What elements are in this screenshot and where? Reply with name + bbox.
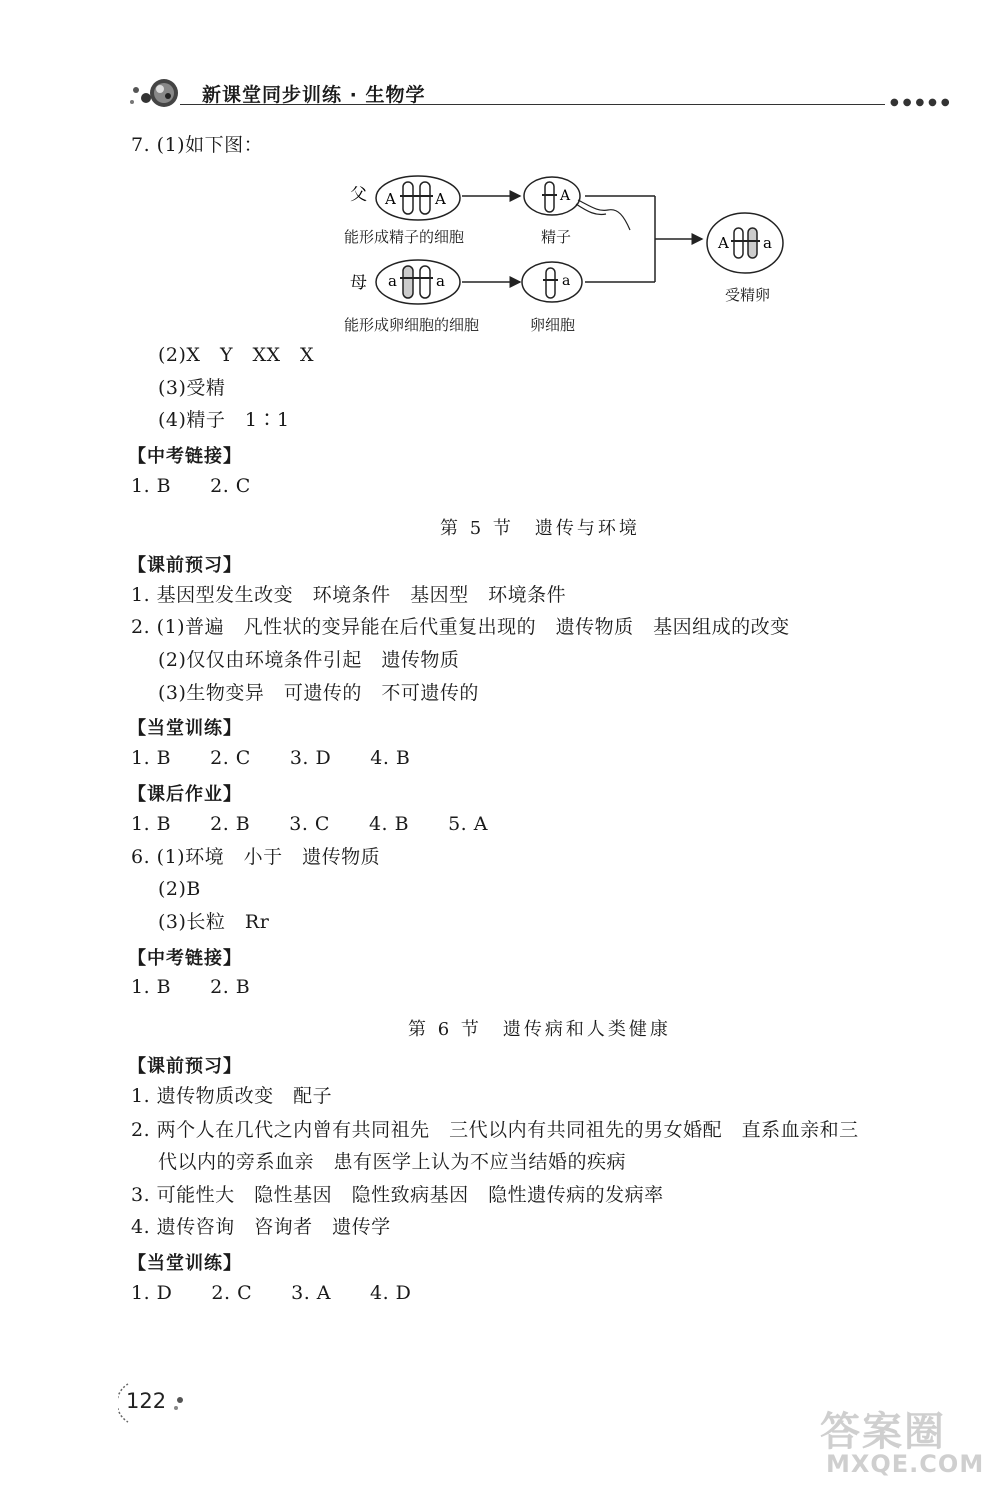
zygote-allele-left: A [718,234,729,252]
mother-chromosome-1 [403,266,413,298]
page-number: 122 [126,1389,167,1413]
s5-hw6-1: 6. (1)环境 小于 遗传物质 [131,846,381,868]
s6-preview-4: 4. 遗传咨询 咨询者 遗传学 [131,1216,391,1238]
q7-part4: (4)精子 1∶1 [158,409,290,431]
father-chromosome-1 [403,182,413,214]
s5-preview-2-2: (2)仅仅由环境条件引起 遗传物质 [158,649,460,671]
q7-part3: (3)受精 [158,377,226,399]
egg-chromosome [546,268,555,298]
s5-hw6-3: (3)长粒 Rr [158,911,270,933]
watermark-url: MXQE.COM [826,1450,985,1478]
sperm-allele: A [560,188,571,204]
s6-preview-1: 1. 遗传物质改变 配子 [131,1085,333,1107]
header-title: 新课堂同步训练 · 生物学 [202,84,426,106]
s5-hw6-2: (2)B [158,878,201,900]
q7-part2: (2)X Y XX X [158,344,315,366]
s5-link-heading: 【中考链接】 [128,948,242,969]
header-logo-icon [128,76,184,110]
label-egg-mother-cell: 能形成卵细胞的细胞 [344,316,480,334]
mother-allele-left: a [388,272,397,290]
s5-preview-2-1: 2. (1)普遍 凡性状的变异能在后代重复出现的 遗传物质 基因组成的改变 [131,616,790,638]
s5-preview-heading: 【课前预习】 [128,555,242,576]
label-sperm: 精子 [541,228,572,246]
zygote-allele-right: a [763,234,772,252]
s6-preview-2a: 2. 两个人在几代之内曾有共同祖先 三代以内有共同祖先的男女婚配 直系血亲和三 [131,1119,859,1141]
s5-homework-heading: 【课后作业】 [128,784,242,805]
s6-class-heading: 【当堂训练】 [128,1253,242,1274]
sperm-tail [578,200,630,230]
q7-intro: 7. (1)如下图： [131,134,264,156]
s6-preview-heading: 【课前预习】 [128,1056,242,1077]
s6-preview-3: 3. 可能性大 隐性基因 隐性致病基因 隐性遗传病的发病率 [131,1184,664,1206]
father-label: 父 [350,185,367,205]
s5-link-answers: 1. B 2. B [131,976,251,998]
mother-allele-right: a [436,272,445,290]
sperm-chromosome [545,182,554,212]
s6-preview-2b: 代以内的旁系血亲 患有医学上认为不应当结婚的疾病 [158,1151,627,1173]
egg-allele: a [562,273,571,289]
s5-class-answers: 1. B 2. C 3. D 4. B [131,747,411,769]
father-allele-left: A [385,190,396,208]
label-sperm-mother-cell: 能形成精子的细胞 [344,228,465,246]
link1-answers: 1. B 2. C [131,475,251,497]
s5-homework-answers: 1. B 2. B 3. C 4. B 5. A [131,813,488,835]
watermark-logo: 答案圈 [820,1409,946,1455]
header-rule [180,104,885,105]
section6-title: 第 6 节 遗传病和人类健康 [408,1019,671,1040]
s5-preview-2-3: (3)生物变异 可遗传的 不可遗传的 [158,682,479,704]
s5-preview-1: 1. 基因型发生改变 环境条件 基因型 环境条件 [131,584,567,606]
header-dots: ●●●●● [890,97,954,108]
s6-class-answers: 1. D 2. C 3. A 4. D [131,1282,412,1304]
label-zygote: 受精卵 [725,286,771,304]
father-allele-right: A [435,190,446,208]
section5-title: 第 5 节 遗传与环境 [440,518,640,539]
s5-class-heading: 【当堂训练】 [128,718,242,739]
label-egg: 卵细胞 [530,316,576,334]
father-chromosome-2 [420,182,430,214]
mother-label: 母 [350,273,367,293]
zygote-chromosome-1 [734,228,743,258]
zygote-chromosome-2 [748,228,757,258]
mother-chromosome-2 [420,266,430,298]
link1-heading: 【中考链接】 [128,446,242,467]
